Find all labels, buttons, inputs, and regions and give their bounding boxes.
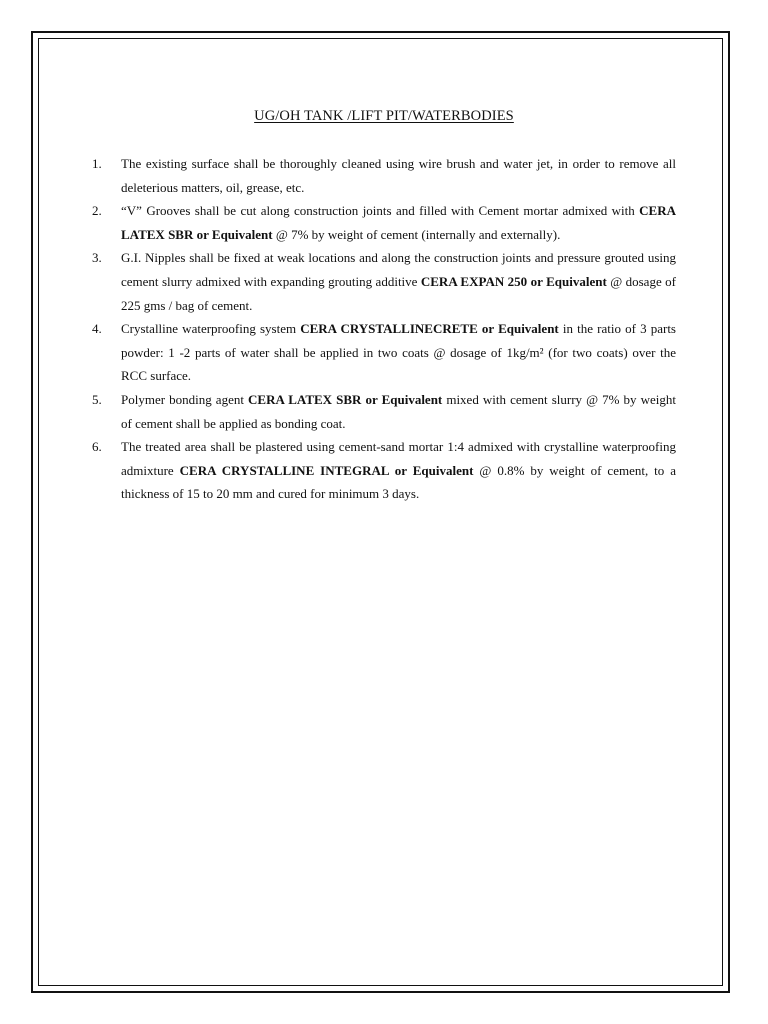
list-item-text	[121, 439, 676, 501]
text-segment: mixed with cement slurry @ 7% by weight of cement shall be applied as bonding coat.	[121, 391, 676, 431]
text-segment: The existing surface shall be thoroughly cleaned using wire brush and water jet, in order to remove all deleterious matters, oil, grease, etc.	[121, 156, 676, 195]
list-item-text	[121, 250, 676, 312]
numbered-list	[92, 152, 676, 506]
product-name: CERA EXPAN 250 or Equivalent	[420, 273, 607, 289]
text-segment: Crystalline waterproofing system	[121, 321, 301, 337]
list-item-text	[121, 321, 676, 383]
list-item-number: 4.	[92, 321, 102, 337]
list-item	[92, 152, 676, 199]
list-item	[92, 388, 676, 435]
list-item	[92, 199, 676, 246]
list-item-number: 3.	[92, 250, 102, 266]
product-name: CERA CRYSTALLINE INTEGRAL or Equivalent	[179, 462, 474, 478]
document-title: UG/OH TANK /LIFT PIT/WATERBODIES	[254, 108, 514, 124]
text-segment: @ 0.8% by weight of cement, to a thickness of 15 to 20 mm and cured for minimum 3 days.	[121, 462, 676, 502]
list-item-number: 6.	[92, 439, 102, 455]
list-item-text	[121, 392, 676, 431]
text-segment: G.I. Nipples shall be fixed at weak locations and along the construction joints and pressure grouted using cement slurry admixed with expanding grouting additive	[121, 250, 676, 289]
list-item	[92, 317, 676, 388]
text-segment: in the ratio of 3 parts powder: 1 -2 parts of water shall be applied in two coats @ dosage of 1kg/m² (for two coats) over the RCC surface.	[121, 321, 676, 384]
list-item-text	[121, 203, 676, 242]
product-name: CERA CRYSTALLINECRETE or Equivalent	[300, 321, 559, 337]
product-name: CERA LATEX SBR or Equivalent	[121, 203, 676, 242]
list-item-number: 2.	[92, 203, 102, 219]
text-segment: The treated area shall be plastered using cement-sand mortar 1:4 admixed with crystalline waterproofing admixture	[121, 439, 676, 478]
text-segment: “V” Grooves shall be cut along construction joints and filled with Cement mortar admixed with	[121, 203, 640, 219]
list-item-number: 1.	[92, 156, 102, 171]
text-segment: @ 7% by weight of cement (internally and externally).	[272, 226, 561, 242]
text-segment: @ dosage of 225 gms / bag of cement.	[121, 273, 676, 313]
list-item-text	[121, 156, 676, 195]
list-item	[92, 246, 676, 317]
text-segment: Polymer bonding agent	[121, 391, 249, 407]
list-item	[92, 435, 676, 506]
list-item-number: 5.	[92, 391, 102, 407]
product-name: CERA LATEX SBR or Equivalent	[248, 391, 443, 407]
